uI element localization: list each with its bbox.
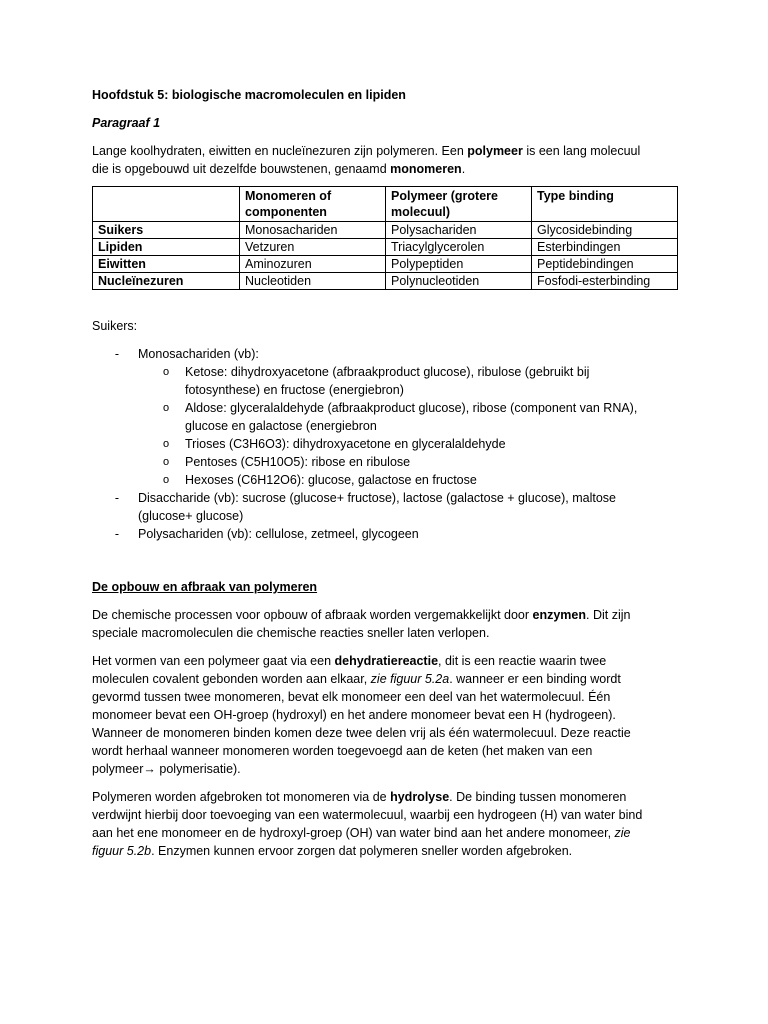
paragraph-dehydratie-line-5: Wanneer de monomeren binden komen deze twee delen vrij als één watermolecuul. Deze reactie: [92, 726, 631, 740]
list-item-monosachariden: Monosachariden (vb):: [138, 347, 259, 361]
dash-bullet: -: [114, 491, 120, 505]
table-cell: Suikers: [93, 222, 240, 239]
paragraph-dehydratie-line-3: gevormd tussen twee monomeren, bevat elk monomeer een deel van het watermolecuul. Één: [92, 690, 611, 704]
list-item-disaccharide: Disaccharide (vb): sucrose (glucose+ fructose), lactose (galactose + glucose), maltose: [138, 491, 616, 505]
paragraph-dehydratie-line-6: wordt herhaal wanneer monomeren worden toegevoegd aan de keten (het maken van een: [92, 744, 593, 758]
term-hydrolyse: hydrolyse: [390, 790, 450, 804]
term-enzymen: enzymen: [532, 608, 587, 622]
paragraph-enzymen-line-1: De chemische processen voor opbouw of afbraak worden vergemakkelijkt door enzymen. Dit zijn: [92, 608, 631, 622]
list-item-aldose-cont: glucose en galactose (energiebron: [185, 419, 377, 433]
circle-bullet: o: [162, 438, 170, 450]
table-header-cell: Polymeer (grotere molecuul): [386, 187, 532, 222]
list-item-ketose: Ketose: dihydroxyacetone (afbraakproduct glucose), ribulose (gebruikt bij: [185, 365, 590, 379]
list-item-polysachariden: Polysachariden (vb): cellulose, zetmeel, glycogeen: [138, 527, 419, 541]
table-cell: Polypeptiden: [386, 256, 532, 273]
paragraph-dehydratie-line-1: Het vormen van een polymeer gaat via een dehydratiereactie, dit is een reactie waarin twee: [92, 654, 607, 668]
table-row: [93, 239, 678, 256]
list-item-trioses: Trioses (C3H6O3): dihydroxyacetone en glyceralaldehyde: [185, 437, 506, 451]
circle-bullet: o: [162, 402, 170, 414]
term-dehydratiereactie: dehydratiereactie: [334, 654, 439, 668]
table-row: [93, 222, 678, 239]
circle-bullet: o: [162, 474, 170, 486]
figure-reference: figuur 5.2b: [92, 844, 152, 858]
paragraph-dehydratie-line-7: polymeer→ polymerisatie).: [92, 762, 241, 776]
term-monomeren: monomeren: [390, 162, 462, 176]
table-cell: Triacylglycerolen: [386, 239, 532, 256]
paragraph-hydrolyse-line-3: aan het ene monomeer en de hydroxyl-groep (OH) van water bind aan het andere monomeer, zie: [92, 826, 631, 840]
paragraph-title: Paragraaf 1: [92, 116, 161, 130]
intro-line-1: Lange koolhydraten, eiwitten en nucleïnezuren zijn polymeren. Een polymeer is een lang molecuul: [92, 144, 641, 158]
list-item-pentoses: Pentoses (C5H10O5): ribose en ribulose: [185, 455, 411, 469]
table-cell: Polysachariden: [386, 222, 532, 239]
list-item-hexoses: Hexoses (C6H12O6): glucose, galactose en fructose: [185, 473, 477, 487]
circle-bullet: o: [162, 366, 170, 378]
paragraph-hydrolyse-line-1: Polymeren worden afgebroken tot monomeren via de hydrolyse. De binding tussen monomeren: [92, 790, 627, 804]
list-item-aldose: Aldose: glyceralaldehyde (afbraakproduct glucose), ribose (component van RNA),: [185, 401, 638, 415]
figure-reference: zie: [614, 826, 631, 840]
intro-line-2: die is opgebouwd uit dezelfde bouwstenen, genaamd monomeren.: [92, 162, 466, 176]
table-row: [93, 256, 678, 273]
table-row: [93, 273, 678, 290]
chapter-title: Hoofdstuk 5: biologische macromoleculen en lipiden: [92, 88, 406, 102]
table-header-row: [93, 187, 678, 222]
table-cell: Peptidebindingen: [532, 256, 678, 273]
table-header-cell: [93, 187, 240, 222]
paragraph-hydrolyse-line-4: figuur 5.2b. Enzymen kunnen ervoor zorgen dat polymeren sneller worden afgebroken.: [92, 844, 573, 858]
table-cell: Nucleïnezuren: [93, 273, 240, 290]
overview-table: [92, 186, 678, 290]
dash-bullet: -: [114, 347, 120, 361]
paragraph-enzymen-line-2: speciale macromoleculen die chemische reacties sneller laten verlopen.: [92, 626, 490, 640]
table-cell: Glycosidebinding: [532, 222, 678, 239]
table-cell: Aminozuren: [240, 256, 386, 273]
table-header-cell: Type binding: [532, 187, 678, 222]
figure-reference: zie figuur 5.2a: [370, 672, 450, 686]
table-header-cell: Monomeren of componenten: [240, 187, 386, 222]
table-cell: Nucleotiden: [240, 273, 386, 290]
table-cell: Esterbindingen: [532, 239, 678, 256]
section-heading: De opbouw en afbraak van polymeren: [92, 580, 318, 594]
paragraph-hydrolyse-line-2: verdwijnt hierbij door toevoeging van een watermolecuul, waarbij een hydrogeen (H) van water bind: [92, 808, 643, 822]
table-cell: Fosfodi-esterbinding: [532, 273, 678, 290]
list-item-ketose-cont: fotosynthese) en fructose (energiebron): [185, 383, 404, 397]
dash-bullet: -: [114, 527, 120, 541]
paragraph-dehydratie-line-4: monomeer bevat een OH-groep (hydroxyl) en het andere monomeer bevat een H (hydrogeen).: [92, 708, 616, 722]
table-cell: Eiwitten: [93, 256, 240, 273]
suikers-heading: Suikers:: [92, 319, 138, 333]
table-cell: Lipiden: [93, 239, 240, 256]
list-item-disaccharide-cont: (glucose+ glucose): [138, 509, 244, 523]
table-cell: Polynucleotiden: [386, 273, 532, 290]
circle-bullet: o: [162, 456, 170, 468]
table-cell: Vetzuren: [240, 239, 386, 256]
paragraph-dehydratie-line-2: moleculen covalent gebonden worden aan elkaar, zie figuur 5.2a. wanneer er een binding wordt: [92, 672, 621, 686]
term-polymeer: polymeer: [467, 144, 523, 158]
table-cell: Monosachariden: [240, 222, 386, 239]
